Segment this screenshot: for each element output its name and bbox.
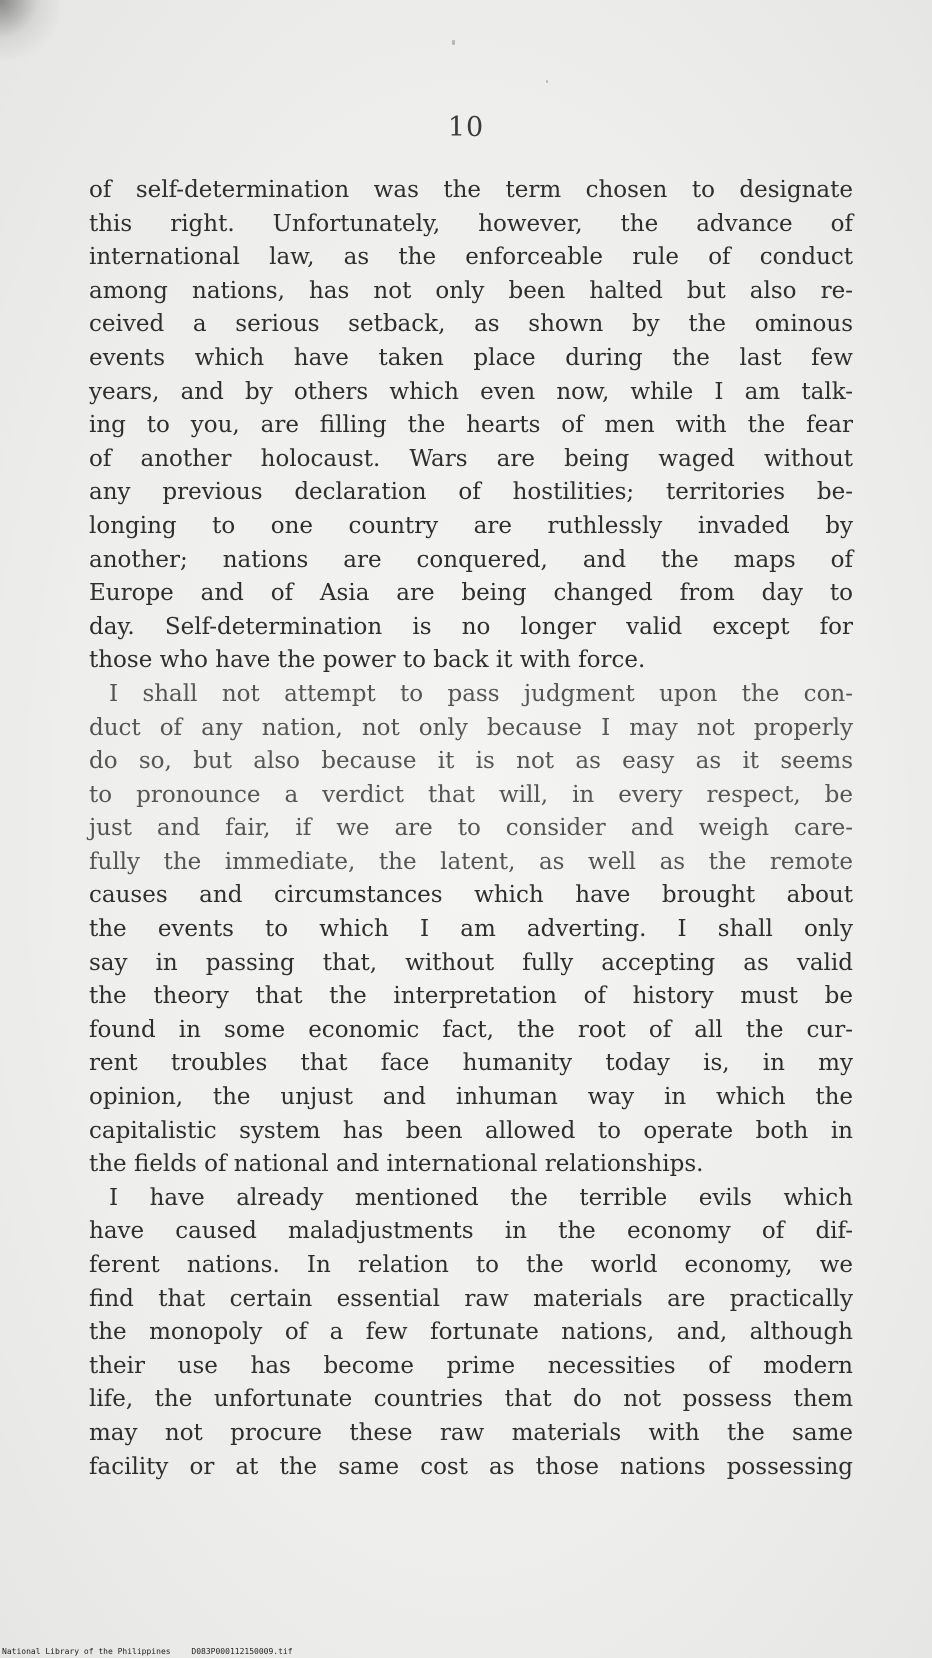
text-line: ceived a serious setback, as shown by the ominous [89,311,853,338]
text-line: day. Self-determination is no longer valid except for [89,613,853,640]
dust-speck [546,80,548,83]
text-line: among nations, has not only been halted but also re- [89,277,853,304]
text-line: I have already mentioned the terrible evils which [109,1184,853,1211]
text-line: those who have the power to back it with force. [89,647,646,674]
text-line: just and fair, if we are to consider and weigh care- [89,815,853,842]
text-line: fully the immediate, the latent, as well as the remote [89,848,853,875]
text-line: do so, but also because it is not as easy as it seems [89,748,853,775]
text-line: longing to one country are ruthlessly invaded by [89,512,853,539]
text-line: ing to you, are filling the hearts of men with the fear [89,412,853,439]
text-line: capitalistic system has been allowed to operate both in [89,1117,853,1144]
text-line: causes and circumstances which have brought about [89,882,853,909]
text-line: of self-determination was the term chosen to designate [89,177,853,203]
text-line: the theory that the interpretation of history must be [89,983,853,1010]
text-line: their use has become prime necessities of modern [89,1352,853,1379]
text-line: duct of any nation, not only because I may not properly [89,714,853,741]
text-line: have caused maladjustments in the economy of dif- [89,1218,853,1245]
text-line: rent troubles that face humanity today is, in my [89,1050,853,1077]
text-line: Europe and of Asia are being changed from day to [89,580,853,607]
text-line: international law, as the enforceable rule of conduct [89,244,853,271]
text-line: I shall not attempt to pass judgment upon the con- [109,680,853,707]
text-line: may not procure these raw materials with the same [89,1419,853,1446]
text-line: find that certain essential raw materials are practically [89,1285,853,1312]
text-line: say in passing that, without fully accepting as valid [89,949,853,976]
text-line: found in some economic fact, the root of all the cur- [89,1016,853,1043]
text-line: of another holocaust. Wars are being waged without [89,445,853,472]
text-line: this right. Unfortunately, however, the advance of [89,210,853,237]
library-credit: National Library of the Philippines [2,1647,171,1656]
text-line: the fields of national and international relationships. [89,1151,704,1178]
scan-footer [2,1647,309,1656]
text-line: any previous declaration of hostilities; territories be- [89,479,853,506]
file-id: D083P000112150009.tif [191,1647,293,1656]
dust-speck [452,40,455,45]
text-line: the monopoly of a few fortunate nations, and, although [89,1319,853,1346]
text-line: facility or at the same cost as those nations possessing [89,1453,853,1480]
text-line: years, and by others which even now, while I am talk- [89,378,853,405]
text-line: another; nations are conquered, and the maps of [89,546,853,573]
text-line: to pronounce a verdict that will, in every respect, be [89,781,853,808]
text-line: life, the unfortunate countries that do not possess them [89,1386,853,1413]
text-line: ferent nations. In relation to the world economy, we [89,1252,853,1278]
text-line: events which have taken place during the last few [89,344,853,371]
body-text [89,174,853,1484]
text-line: the events to which I am adverting. I shall only [89,916,853,943]
scan-corner-shadow [0,0,60,60]
text-line: opinion, the unjust and inhuman way in which the [89,1084,853,1111]
page-number: 10 [447,112,485,143]
